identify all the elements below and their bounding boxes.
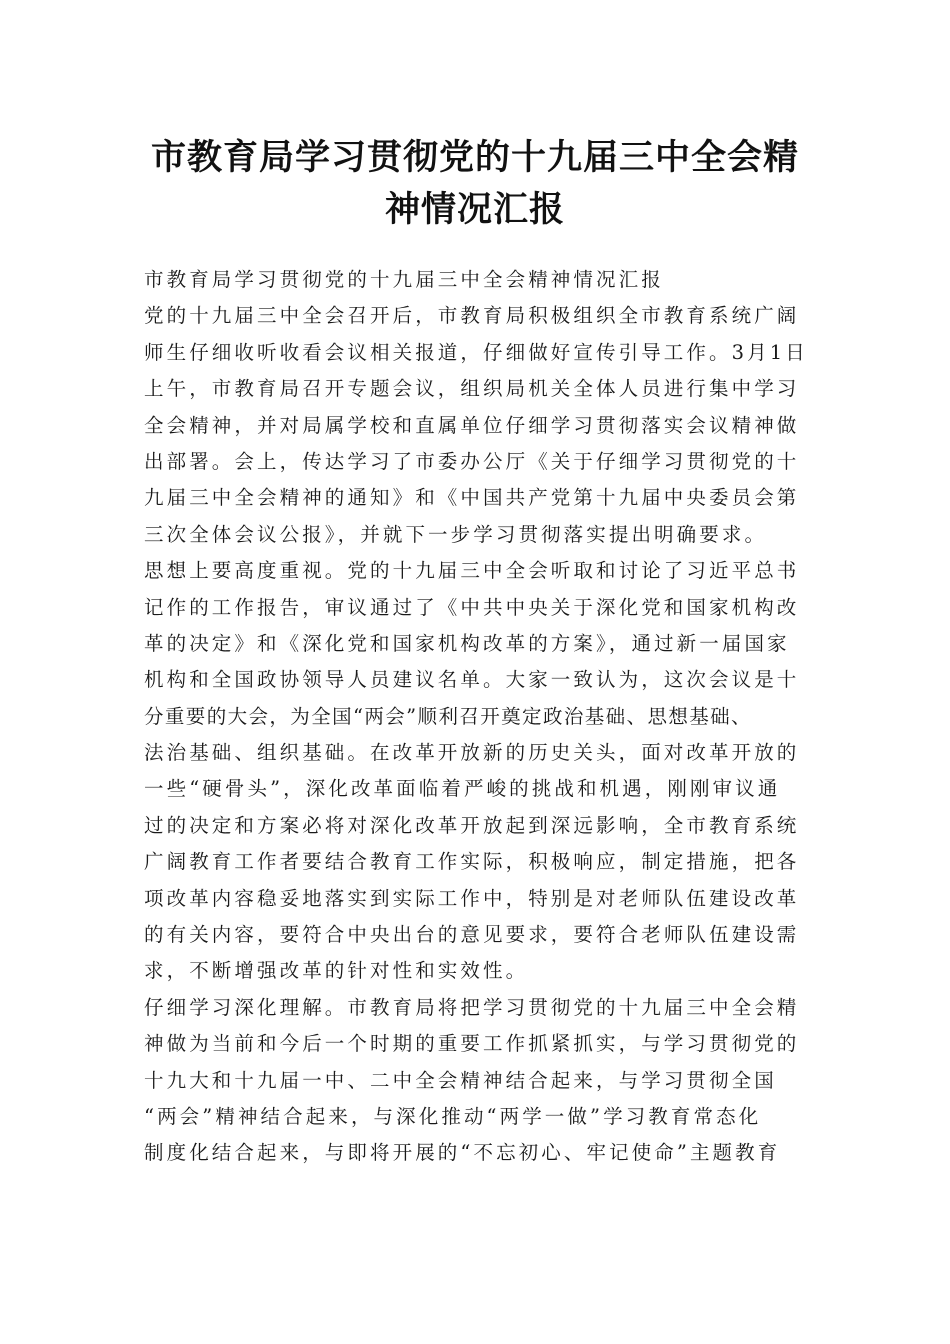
body-line: 机构和全国政协领导人员建议名单。大家一致认为，这次会议是十 (144, 668, 800, 692)
body-line: 市教育局学习贯彻党的十九届三中全会精神情况汇报 (144, 268, 664, 291)
body-line: 仔细学习深化理解。市教育局将把学习贯彻党的十九届三中全会精 (144, 995, 800, 1019)
body-line: 十九大和十九届一中、二中全会精神结合起来，与学习贯彻全国 (144, 1068, 777, 1092)
body-line: 上午，市教育局召开专题会议，组织局机关全体人员进行集中学习 (144, 377, 800, 401)
body-line: “两会”精神结合起来，与深化推动“两学一做”学习教育常态化 (144, 1104, 762, 1128)
body-line: 全会精神，并对局属学校和直属单位仔细学习贯彻落实会议精神做 (144, 413, 800, 437)
body-line: 法治基础、组织基础。在改革开放新的历史关头，面对改革开放的 (144, 741, 800, 765)
body-line: 求，不断增强改革的针对性和实效性。 (144, 959, 529, 983)
body-line: 的有关内容，要符合中央出台的意见要求，要符合老师队伍建设需 (144, 923, 800, 947)
body-line: 一些“硬骨头”，深化改革面临着严峻的挑战和机遇，刚刚审议通 (144, 777, 781, 801)
body-line: 三次全体会议公报》，并就下一步学习贯彻落实提出明确要求。 (144, 522, 768, 546)
body-line: 记作的工作报告，审议通过了《中共中央关于深化党和国家机构改 (144, 595, 800, 619)
body-line: 师生仔细收听收看会议相关报道，仔细做好宣传引导工作。3月1日 (144, 340, 808, 364)
body-line: 分重要的大会，为全国“两会”顺利召开奠定政治基础、思想基础、 (144, 704, 752, 728)
title-line-2: 神情况汇报 (384, 190, 565, 230)
body-line: 项改革内容稳妥地落实到实际工作中，特别是对老师队伍建设改革 (144, 886, 800, 910)
body-line: 思想上要高度重视。党的十九届三中全会听取和讨论了习近平总书 (144, 559, 800, 583)
body-line: 九届三中全会精神的通知》和《中国共产党第十九届中央委员会第 (144, 486, 800, 510)
document-title (120, 132, 830, 236)
body-line: 革的决定》和《深化党和国家机构改革的方案》，通过新一届国家 (144, 631, 790, 655)
document-body (144, 262, 816, 1172)
body-line: 制度化结合起来，与即将开展的“不忘初心、牢记使命”主题教育 (144, 1141, 781, 1165)
body-line: 过的决定和方案必将对深化改革开放起到深远影响，全市教育系统 (144, 813, 800, 837)
body-line: 神做为当前和今后一个时期的重要工作抓紧抓实，与学习贯彻党的 (144, 1032, 800, 1056)
body-line: 广阔教育工作者要结合教育工作实际，积极响应，制定措施，把各 (144, 850, 800, 874)
body-line: 出部署。会上，传达学习了市委办公厅《关于仔细学习贯彻党的十 (144, 449, 800, 473)
body-line: 党的十九届三中全会召开后，市教育局积极组织全市教育系统广阔 (144, 304, 800, 328)
title-line-1: 市教育局学习贯彻党的十九届三中全会精 (150, 138, 799, 178)
